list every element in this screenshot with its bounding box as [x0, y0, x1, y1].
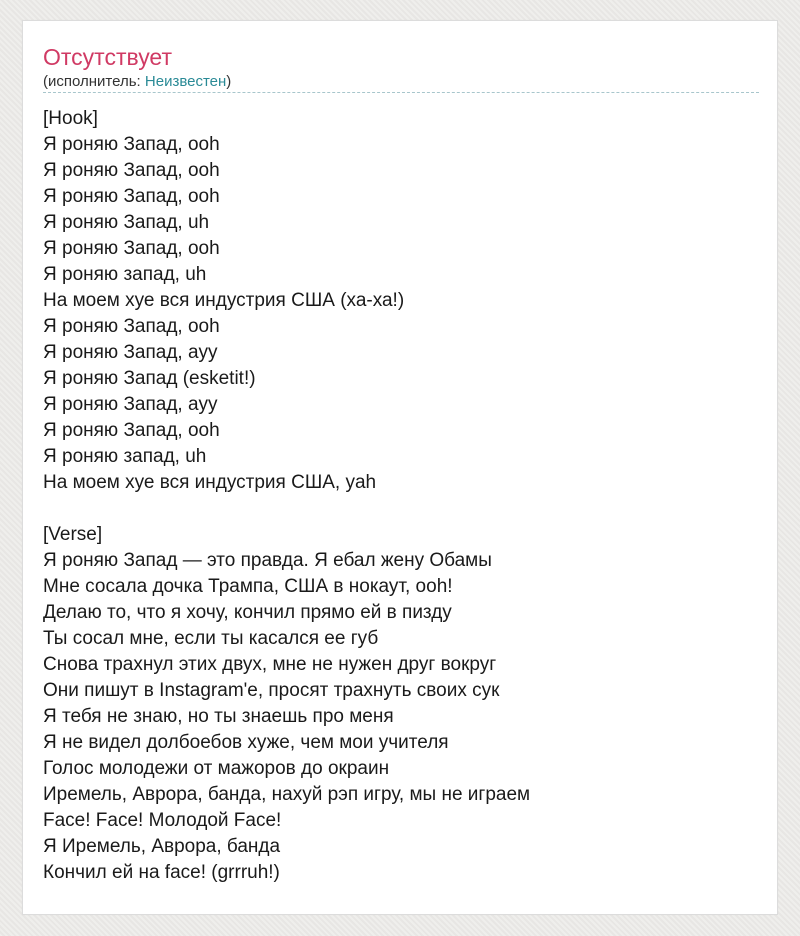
lyric-line: На моем хуе вся индустрия США, yah: [43, 472, 377, 493]
lyric-line: Я роняю Запад, ooh: [43, 134, 220, 155]
lyric-line: Делаю то, что я хочу, кончил прямо ей в пизду: [43, 602, 452, 623]
lyric-line: Я роняю Запад, uh: [43, 212, 210, 233]
lyric-line: Голос молодежи от мажоров до окраин: [43, 758, 390, 779]
lyric-line: Я тебя не знаю, но ты знаешь про меня: [43, 706, 394, 727]
lyrics-card: [22, 20, 778, 915]
artist-close-paren: ): [226, 73, 232, 90]
artist-open-paren: (: [43, 73, 48, 90]
lyrics-body: [43, 106, 759, 886]
lyric-line: На моем хуе вся индустрия США (ха-ха!): [43, 290, 405, 311]
lyric-line: Я роняю Запад, ooh: [43, 420, 220, 441]
artist-line: [43, 73, 231, 91]
lyric-line: Я роняю Запад, ooh: [43, 186, 220, 207]
lyric-line: Face! Face! Молодой Face!: [43, 810, 282, 831]
lyric-blank-line: [43, 496, 759, 522]
lyric-line: Я роняю Запад, ooh: [43, 316, 220, 337]
lyric-line: Я роняю запад, uh: [43, 446, 207, 467]
lyric-line: Они пишут в Instagram'e, просят трахнуть своих сук: [43, 680, 500, 701]
lyric-line: Снова трахнул этих двух, мне не нужен друг вокруг: [43, 654, 497, 675]
lyric-line: Я роняю Запад, ayy: [43, 394, 218, 415]
header-divider: [43, 92, 759, 93]
lyric-line: Я роняю запад, uh: [43, 264, 207, 285]
lyric-line: Я роняю Запад, ooh: [43, 238, 220, 259]
lyric-line: Я роняю Запад, ayy: [43, 342, 218, 363]
lyric-line: Я роняю Запад (esketit!): [43, 368, 256, 389]
lyric-line: Я не видел долбоебов хуже, чем мои учителя: [43, 732, 449, 753]
lyric-line: Мне сосала дочка Трампа, США в нокаут, ooh!: [43, 576, 453, 597]
lyric-line: [Hook]: [43, 108, 98, 129]
lyric-line: [Verse]: [43, 524, 103, 545]
song-title: Отсутствует: [43, 44, 172, 70]
lyric-line: Я роняю Запад — это правда. Я ебал жену Обамы: [43, 550, 492, 571]
lyric-line: Ты сосал мне, если ты касался ее губ: [43, 628, 379, 649]
lyric-line: Иремель, Аврора, банда, нахуй рэп игру, мы не играем: [43, 784, 531, 805]
artist-prefix: исполнитель:: [48, 73, 145, 90]
lyric-line: Я роняю Запад, ooh: [43, 160, 220, 181]
artist-link[interactable]: Неизвестен: [144, 73, 227, 90]
lyric-line: Кончил ей на face! (grrruh!): [43, 862, 280, 883]
lyric-line: Я Иремель, Аврора, банда: [43, 836, 281, 857]
